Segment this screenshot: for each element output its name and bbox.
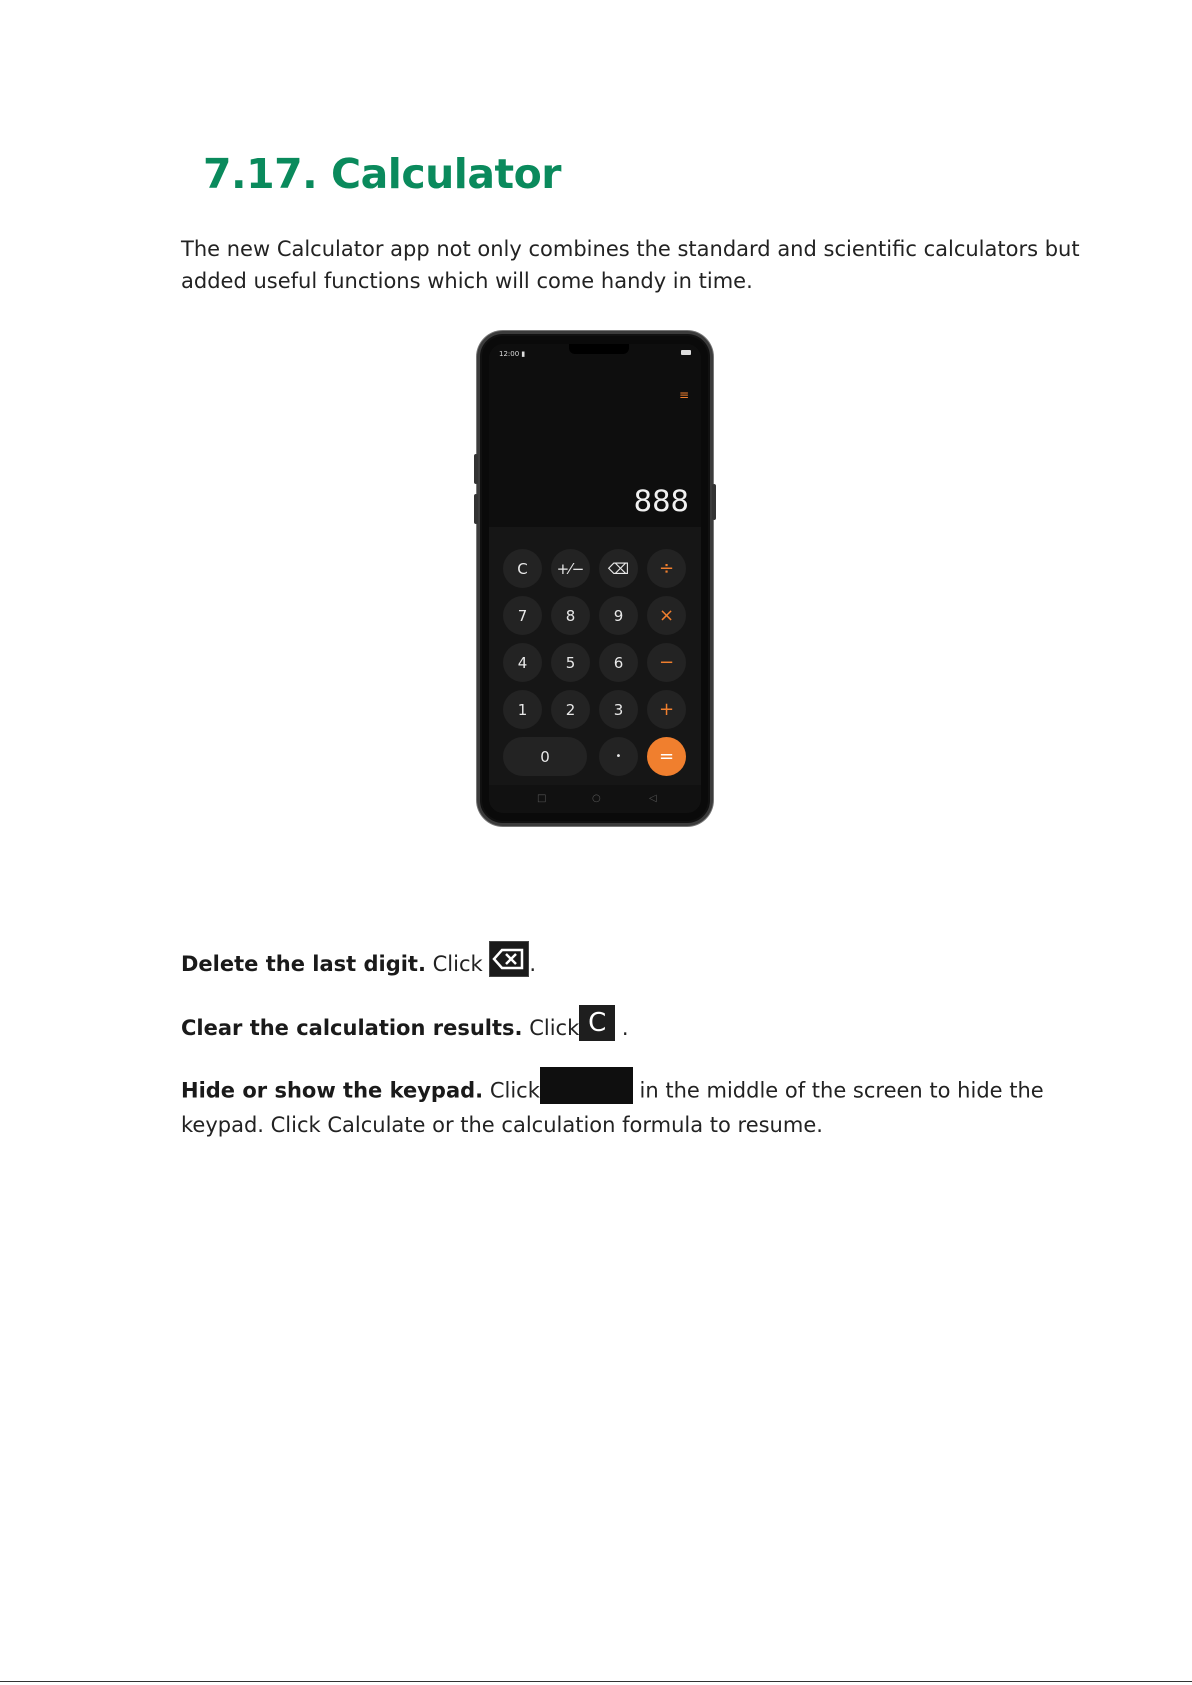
backspace-icon[interactable]: ⌫ <box>599 549 638 588</box>
status-time: 12:00 <box>499 350 520 358</box>
key-clear[interactable]: C <box>503 549 542 588</box>
key-decimal[interactable]: • <box>599 737 638 776</box>
instruction-hide-bold: Hide or show the keypad. <box>181 1078 484 1103</box>
instruction-hide-line2: keypad. Click Calculate or the calculation formula to resume. <box>181 1113 823 1137</box>
key-5[interactable]: 5 <box>551 643 590 682</box>
instruction-delete-end: . <box>529 952 537 976</box>
key-sign[interactable]: +⁄− <box>551 549 590 588</box>
instruction-clear-text: Click <box>522 1016 580 1040</box>
instruction-clear-end: . <box>615 1016 629 1040</box>
key-plus[interactable]: + <box>647 690 686 729</box>
key-6[interactable]: 6 <box>599 643 638 682</box>
instruction-delete-bold: Delete the last digit. <box>181 952 426 976</box>
status-bar <box>489 344 701 360</box>
calc-keypad <box>489 527 701 785</box>
key-divide[interactable]: ÷ <box>647 549 686 588</box>
key-equals[interactable]: = <box>647 737 686 776</box>
key-minus[interactable]: − <box>647 643 686 682</box>
key-9[interactable]: 9 <box>599 596 638 635</box>
clear-icon: C <box>579 1005 615 1041</box>
key-2[interactable]: 2 <box>551 690 590 729</box>
nav-bar <box>489 785 701 813</box>
keypad-toggle-bar <box>540 1067 633 1104</box>
recent-apps-icon[interactable]: □ <box>537 793 547 804</box>
battery-icon <box>681 350 691 355</box>
key-0[interactable]: 0 <box>503 737 587 776</box>
instruction-clear-bold: Clear the calculation results. <box>181 1016 523 1040</box>
instruction-hide-after: in the middle of the screen to hide the <box>632 1078 1044 1103</box>
menu-icon[interactable]: ≡ <box>678 388 689 402</box>
calc-display: 888 <box>633 484 689 518</box>
key-8[interactable]: 8 <box>551 596 590 635</box>
phone-power-button <box>712 484 716 520</box>
phone-mockup <box>477 331 713 826</box>
signal-icon: ▮ <box>521 350 526 358</box>
instruction-delete-text: Click <box>425 952 490 976</box>
instruction-hide-text: Click <box>483 1078 540 1103</box>
phone-volume-button <box>474 494 478 524</box>
key-7[interactable]: 7 <box>503 596 542 635</box>
instruction-clear <box>181 1008 629 1047</box>
instruction-delete <box>181 947 536 983</box>
home-icon[interactable]: ○ <box>592 793 601 804</box>
footer-rule <box>0 1681 1192 1682</box>
key-multiply[interactable]: × <box>647 596 686 635</box>
intro-paragraph: The new Calculator app not only combines the standard and scientific calculators but added useful functions which will come handy in time. <box>181 237 1080 293</box>
phone-screen <box>489 344 701 813</box>
key-1[interactable]: 1 <box>503 690 542 729</box>
key-3[interactable]: 3 <box>599 690 638 729</box>
key-4[interactable]: 4 <box>503 643 542 682</box>
back-icon[interactable]: ◁ <box>649 793 657 804</box>
backspace-icon <box>489 941 529 977</box>
page-title: 7.17. Calculator <box>203 150 562 198</box>
instruction-hide <box>181 1073 1044 1110</box>
phone-volume-button <box>474 454 478 484</box>
